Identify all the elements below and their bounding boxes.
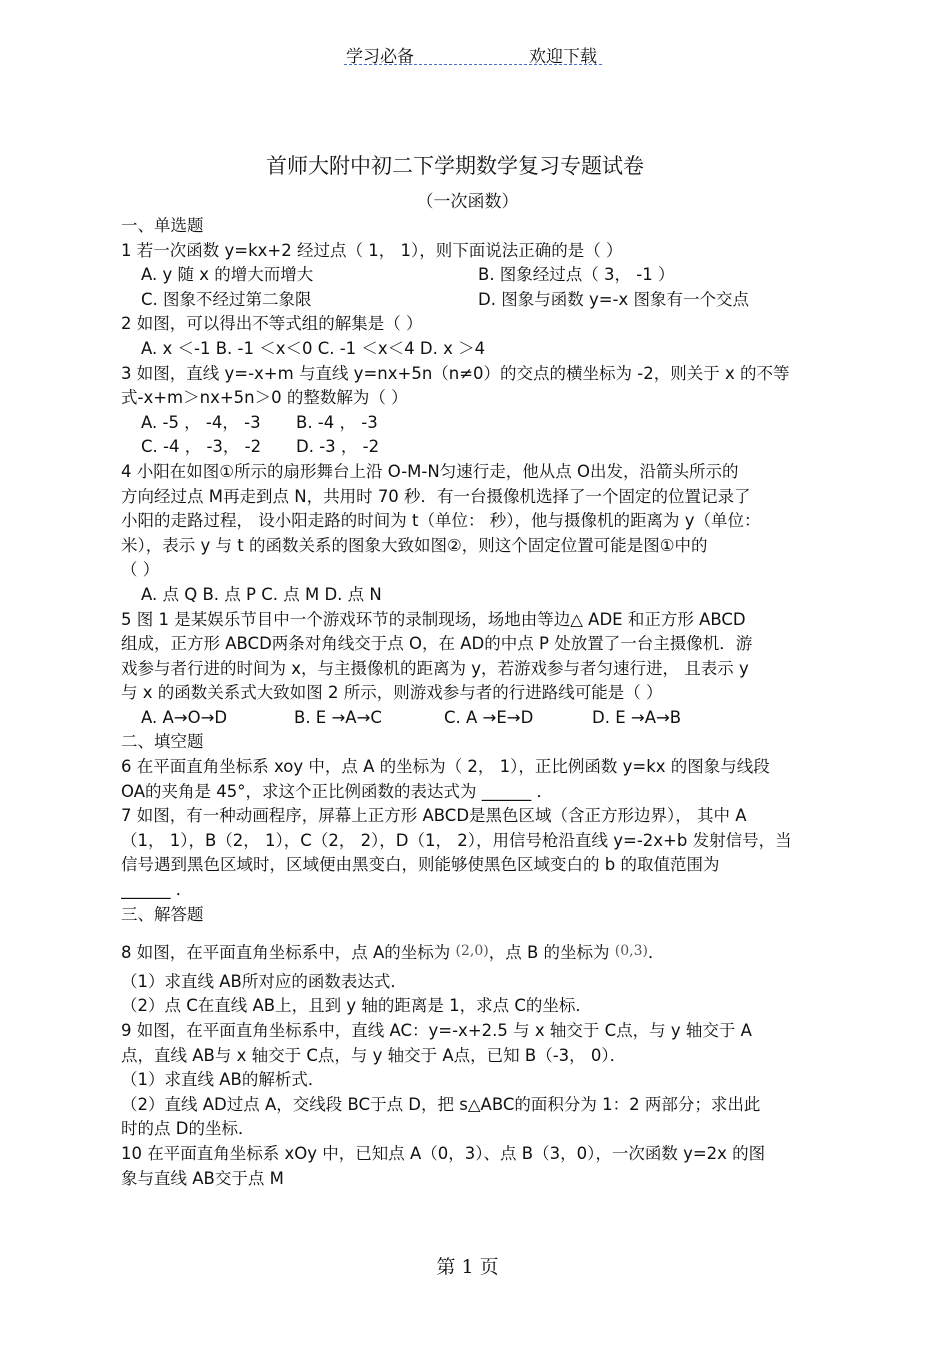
question-7-line4: ______ ． [121,880,193,900]
q3-options-row2 [121,435,836,460]
q9-part-2: （2）直线 AD过点 A，交线段 BC于点 D，把 s△ABC的面积分为 1：2 两部分；求出此 [121,1094,761,1114]
question-4-line5: （ ） [121,560,160,580]
q5-option-a: A. A→O→D [141,707,228,727]
question-5-line2: 组成，正方形 ABCD两条对角线交于点 O，在 AD的中点 P 处放置了一台主摄像机．游 [121,634,753,654]
question-4: 4 小阳在如图①所示的扇形舞台上沿 O-M-N匀速行走，他从点 O出发，沿箭头所示的 [121,461,739,481]
q3-option-d: D. -3 ， -2 [296,437,380,457]
q8-stem-end: ． [648,943,665,963]
question-10-line2: 象与直线 AB交于点 M [121,1168,284,1188]
question-7-line2: （1， 1），B（2， 1），C（2， 2），D（1， 2），用信号枪沿直线 y=-2x+b 发射信号，当 [121,830,792,850]
question-2: 2 如图，可以得出不等式组的解集是（ ） [121,314,423,334]
q9-part-2-line2: 时的点 D的坐标． [121,1119,255,1139]
question-3-line2: 式-x+m＞nx+5n＞0 的整数解为（ ） [121,388,408,408]
header-right: 欢迎下载 [529,47,597,67]
q3-option-c: C. -4 ， -3， -2 [141,437,262,457]
question-4-line2: 方向经过点 M再走到点 N，共用时 70 秒．有一台摄像机选择了一个固定的位置记录了 [121,486,751,506]
section-heading: 二、填空题 [121,732,204,752]
q1-option-d: D. 图象与函数 y=-x 图象有一个交点 [478,289,749,309]
section-heading: 三、解答题 [121,904,204,924]
question-4-line3: 小阳的走路过程， 设小阳走路的时间为 t（单位： 秒），他与摄像机的距离为 y（单位： [121,511,761,531]
question-8 [121,939,836,964]
q5-options [121,706,836,731]
q8-part-1: （1）求直线 AB所对应的函数表达式． [121,971,407,991]
q9-part-1: （1）求直线 AB的解析式． [121,1070,325,1090]
doc-title: 首师大附中初二下学期数学复习专题试卷 [266,154,644,178]
header-left: 学习必备 [346,47,414,67]
page-header [344,40,602,65]
q5-option-b: B. E →A→C [294,707,382,727]
doc-body [121,214,836,1191]
q3-option-b: B. -4 ， -3 [296,412,378,432]
question-4-line4: 米），表示 y 与 t 的函数关系的图象大致如图②，则这个固定位置可能是图①中的 [121,535,708,555]
q8-part-2: （2）点 C在直线 AB上，且到 y 轴的距离是 1，求点 C的坐标． [121,996,592,1016]
q1-option-a: A. y 随 x 的增大而增大 [141,265,314,285]
question-7: 7 如图，有一种动画程序，屏幕上正方形 ABCD是黑色区域（含正方形边界）， 其中 A [121,806,747,826]
q1-option-c: C. 图象不经过第二象限 [141,289,312,309]
q1-options-row2 [121,288,836,313]
q1-option-b: B. 图象经过点（ 3， -1 ） [478,265,675,285]
question-9: 9 如图，在平面直角坐标系中，直线 AC：y=-x+2.5 与 x 轴交于 C点，与 y 轴交于 A [121,1021,752,1040]
doc-subtitle: （一次函数） [416,192,519,212]
q4-options: A. 点 Q B. 点 P C. 点 M D. 点 N [141,584,382,604]
question-9-line2: 点，直线 AB与 x 轴交于 C点，与 y 轴交于 A点，已知 B（-3， 0）． [121,1045,627,1065]
question-6: 6 在平面直角坐标系 xoy 中，点 A 的坐标为（ 2， 1），正比例函数 y=kx 的图象与线段 [121,757,770,777]
question-6-line2: OA的夹角是 45°，求这个正比例函数的表达式为 ______ ． [121,781,553,801]
q5-option-d: D. E →A→B [592,707,682,727]
question-5: 5 图 1 是某娱乐节目中一个游戏环节的录制现场，场地由等边△ ADE 和正方形 ABCD [121,609,746,629]
question-5-line4: 与 x 的函数关系式大致如图 2 所示，则游戏参与者的行进路线可能是（ ） [121,683,663,703]
q8-stem-a: 8 如图，在平面直角坐标系中，点 A的坐标为 [121,943,456,963]
spacer [121,927,836,939]
page-number: 第 1 页 [436,1256,499,1278]
q8-point-a: (2,0) [455,943,489,960]
question-5-line3: 戏参与者行进的时间为 x，与主摄像机的距离为 y，若游戏参与者匀速行进， 且表示 y [121,658,749,678]
q5-option-c: C. A →E→D [444,707,534,727]
q1-options-row1 [121,263,836,288]
q3-options-row1 [121,411,836,436]
question-10: 10 在平面直角坐标系 xOy 中，已知点 A（0，3）、点 B（3，0），一次函数 y=2x 的图 [121,1143,766,1163]
question-1: 1 若一次函数 y=kx+2 经过点（ 1， 1），则下面说法正确的是（ ） [121,240,623,260]
q3-option-a: A. -5 ， -4， -3 [141,412,261,432]
q8-stem-b: ，点 B 的坐标为 [488,943,615,963]
q2-options: A. x ＜-1 B. -1 ＜x＜0 C. -1 ＜x＜4 D. x ＞4 [141,338,486,358]
section-heading: 一、单选题 [121,216,204,235]
question-7-line3: 信号遇到黑色区域时，区域便由黑变白，则能够使黑色区域变白的 b 的取值范围为 [121,855,720,875]
question-3: 3 如图，直线 y=-x+m 与直线 y=nx+5n（n≠0）的交点的横坐标为 -2，则关于 x 的不等 [121,363,790,383]
q8-point-b: (0,3) [614,943,648,960]
